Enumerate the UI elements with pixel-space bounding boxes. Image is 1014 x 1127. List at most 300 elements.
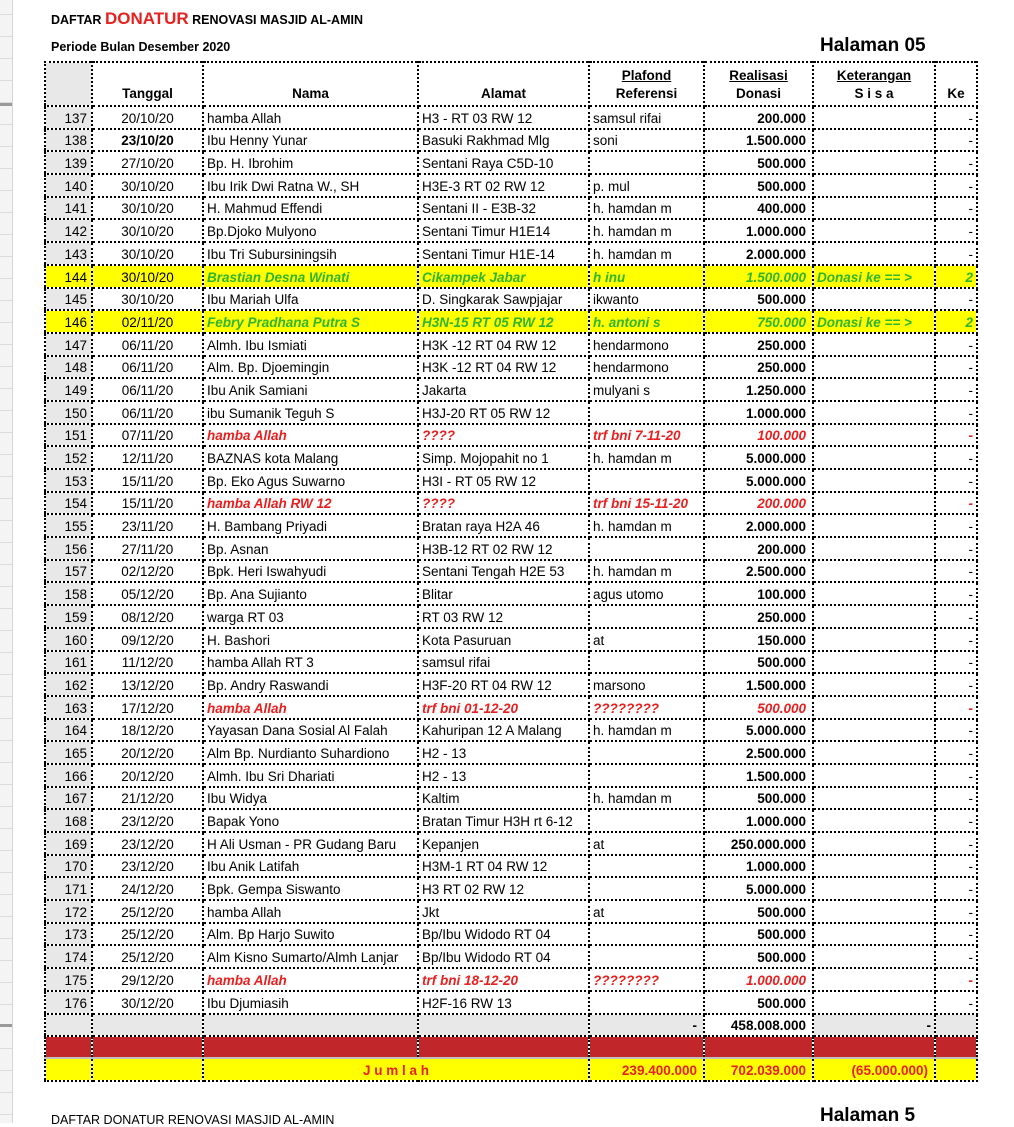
row-keterangan	[813, 560, 935, 583]
row-number: 144	[45, 265, 92, 288]
gutter-line	[0, 58, 12, 59]
row-nama: Brastian Desna Winati	[203, 265, 418, 288]
row-number: 145	[45, 288, 92, 311]
row-referensi: at	[589, 832, 704, 855]
row-donasi: 200.000	[704, 492, 813, 515]
row-nama: hamba Allah	[203, 424, 418, 447]
row-alamat: Cikampek Jabar	[418, 265, 589, 288]
table-header-row	[45, 62, 977, 106]
row-referensi	[589, 537, 704, 560]
row-alamat: H3K -12 RT 04 RW 12	[418, 333, 589, 356]
row-number: 157	[45, 560, 92, 583]
row-ke: -	[935, 719, 977, 742]
row-number: 156	[45, 537, 92, 560]
row-tanggal: 07/11/20	[92, 424, 203, 447]
table-row	[45, 401, 977, 424]
gutter-marker	[0, 103, 12, 106]
row-tanggal: 06/11/20	[92, 356, 203, 379]
row-gutter	[0, 0, 13, 1123]
row-donasi: 2.500.000	[704, 560, 813, 583]
row-ke: -	[935, 537, 977, 560]
row-number: 172	[45, 900, 92, 923]
row-keterangan	[813, 106, 935, 129]
row-number: 160	[45, 628, 92, 651]
row-keterangan	[813, 809, 935, 832]
row-referensi: hendarmono	[589, 356, 704, 379]
row-nama: H. Bambang Priyadi	[203, 514, 418, 537]
gutter-line	[0, 718, 12, 719]
row-number: 146	[45, 310, 92, 333]
row-referensi: h. hamdan m	[589, 719, 704, 742]
row-alamat: Blitar	[418, 582, 589, 605]
row-nama: Bp. Ana Sujianto	[203, 582, 418, 605]
row-ke: -	[935, 401, 977, 424]
row-alamat: Sentani Tengah H2E 53	[418, 560, 589, 583]
row-donasi: 1.000.000	[704, 968, 813, 991]
row-ke: -	[935, 741, 977, 764]
row-ke: -	[935, 469, 977, 492]
row-alamat: H3E-3 RT 02 RW 12	[418, 174, 589, 197]
row-ke: -	[935, 514, 977, 537]
row-tanggal: 25/12/20	[92, 900, 203, 923]
row-keterangan	[813, 605, 935, 628]
gutter-line	[0, 982, 12, 983]
row-number: 165	[45, 741, 92, 764]
gutter-line	[0, 960, 12, 961]
row-nama: hamba Allah RW 12	[203, 492, 418, 515]
table-row	[45, 764, 977, 787]
row-referensi: samsul rifai	[589, 106, 704, 129]
row-ke: -	[935, 242, 977, 265]
row-donasi: 150.000	[704, 628, 813, 651]
row-nama: H. Mahmud Effendi	[203, 197, 418, 220]
gutter-line	[0, 278, 12, 279]
row-ke: -	[935, 378, 977, 401]
col-tanggal-header: Tanggal	[92, 62, 203, 106]
row-keterangan	[813, 877, 935, 900]
row-keterangan	[813, 673, 935, 696]
row-tanggal: 20/12/20	[92, 764, 203, 787]
row-ke: -	[935, 129, 977, 152]
row-keterangan	[813, 945, 935, 968]
row-referensi	[589, 605, 704, 628]
row-nama: Bp.Djoko Mulyono	[203, 219, 418, 242]
row-tanggal: 30/10/20	[92, 219, 203, 242]
row-number: 148	[45, 356, 92, 379]
row-donasi: 500.000	[704, 945, 813, 968]
row-alamat: H2 - 13	[418, 741, 589, 764]
row-number: 163	[45, 696, 92, 719]
period-label: Periode Bulan Desember 2020	[51, 40, 231, 54]
row-referensi	[589, 401, 704, 424]
row-keterangan	[813, 151, 935, 174]
row-tanggal: 20/12/20	[92, 741, 203, 764]
row-ke: -	[935, 809, 977, 832]
gutter-line	[0, 938, 12, 939]
row-nama: Bp. H. Ibrohim	[203, 151, 418, 174]
row-nama: Ibu Irik Dwi Ratna W., SH	[203, 174, 418, 197]
table-row	[45, 378, 977, 401]
row-tanggal: 11/12/20	[92, 651, 203, 674]
row-alamat: H3K -12 RT 04 RW 12	[418, 356, 589, 379]
row-referensi: hendarmono	[589, 333, 704, 356]
gutter-marker	[0, 1024, 12, 1027]
row-nama: Bpk. Gempa Siswanto	[203, 877, 418, 900]
row-number: 164	[45, 719, 92, 742]
row-alamat: D. Singkarak Sawpjajar	[418, 288, 589, 311]
row-alamat: ????	[418, 492, 589, 515]
row-nama: hamba Allah	[203, 900, 418, 923]
row-donasi: 1.000.000	[704, 401, 813, 424]
row-referensi	[589, 923, 704, 946]
row-nama: ibu Sumanik Teguh S	[203, 401, 418, 424]
row-referensi: h. antoni s	[589, 310, 704, 333]
row-keterangan	[813, 514, 935, 537]
row-donasi: 2.000.000	[704, 242, 813, 265]
row-ke: -	[935, 424, 977, 447]
table-row	[45, 288, 977, 311]
table-row	[45, 106, 977, 129]
total-ref: 239.400.000	[589, 1058, 704, 1081]
row-alamat: Simp. Mojopahit no 1	[418, 446, 589, 469]
row-tanggal: 21/12/20	[92, 787, 203, 810]
gutter-line	[0, 388, 12, 389]
row-keterangan	[813, 378, 935, 401]
row-keterangan	[813, 900, 935, 923]
row-alamat: Sentani Raya C5D-10	[418, 151, 589, 174]
table-row	[45, 537, 977, 560]
row-keterangan	[813, 424, 935, 447]
row-referensi: marsono	[589, 673, 704, 696]
row-donasi: 500.000	[704, 651, 813, 674]
gutter-line	[0, 234, 12, 235]
gutter-line	[0, 850, 12, 851]
row-alamat: trf bni 01-12-20	[418, 696, 589, 719]
row-number: 138	[45, 129, 92, 152]
row-donasi: 250.000.000	[704, 832, 813, 855]
row-donasi: 500.000	[704, 991, 813, 1014]
row-tanggal: 20/10/20	[92, 106, 203, 129]
gutter-line	[0, 168, 12, 169]
row-keterangan	[813, 288, 935, 311]
gutter-line	[0, 476, 12, 477]
row-tanggal: 06/11/20	[92, 378, 203, 401]
col-alamat-header: Alamat	[418, 62, 589, 106]
row-nama: BAZNAS kota Malang	[203, 446, 418, 469]
row-number: 150	[45, 401, 92, 424]
row-ke: -	[935, 288, 977, 311]
row-tanggal: 30/10/20	[92, 265, 203, 288]
row-keterangan: Donasi ke == >	[813, 265, 935, 288]
row-ke: -	[935, 900, 977, 923]
row-keterangan	[813, 219, 935, 242]
row-nama: Alm Bp. Nurdianto Suhardiono	[203, 741, 418, 764]
next-page-number: Halaman 5	[820, 1105, 916, 1126]
row-referensi: h. hamdan m	[589, 446, 704, 469]
row-alamat: Sentani Timur H1E14	[418, 219, 589, 242]
gutter-line	[0, 762, 12, 763]
total-separator	[45, 1036, 977, 1059]
row-tanggal: 30/10/20	[92, 197, 203, 220]
gutter-line	[0, 696, 12, 697]
row-donasi: 250.000	[704, 333, 813, 356]
row-nama: Ibu Anik Samiani	[203, 378, 418, 401]
row-tanggal: 30/12/20	[92, 991, 203, 1014]
row-keterangan	[813, 719, 935, 742]
table-row	[45, 492, 977, 515]
row-nama: Bpk. Heri Iswahyudi	[203, 560, 418, 583]
table-row	[45, 809, 977, 832]
row-ke: -	[935, 877, 977, 900]
gutter-line	[0, 520, 12, 521]
row-keterangan	[813, 832, 935, 855]
row-donasi: 400.000	[704, 197, 813, 220]
table-row	[45, 877, 977, 900]
row-ke: -	[935, 174, 977, 197]
table-row	[45, 741, 977, 764]
row-ke: -	[935, 628, 977, 651]
row-nama: Ibu Mariah Ulfa	[203, 288, 418, 311]
gutter-line	[0, 190, 12, 191]
row-ke: -	[935, 219, 977, 242]
row-keterangan	[813, 696, 935, 719]
col-no-header	[45, 62, 92, 106]
row-nama: Febry Pradhana Putra S	[203, 310, 418, 333]
row-tanggal: 24/12/20	[92, 877, 203, 900]
row-alamat: H3B-12 RT 02 RW 12	[418, 537, 589, 560]
row-donasi: 1.000.000	[704, 809, 813, 832]
row-ke: -	[935, 151, 977, 174]
gutter-line	[0, 740, 12, 741]
gutter-line	[0, 564, 12, 565]
table-row	[45, 174, 977, 197]
row-donasi: 2.500.000	[704, 741, 813, 764]
row-keterangan	[813, 991, 935, 1014]
gutter-line	[0, 146, 12, 147]
row-keterangan	[813, 537, 935, 560]
col-plafond-header: Plafond Referensi	[589, 62, 704, 106]
row-ke: -	[935, 492, 977, 515]
table-row	[45, 197, 977, 220]
row-alamat: Bp/Ibu Widodo RT 04	[418, 945, 589, 968]
row-number: 147	[45, 333, 92, 356]
row-number: 162	[45, 673, 92, 696]
table-row	[45, 469, 977, 492]
row-tanggal: 30/10/20	[92, 242, 203, 265]
table-row	[45, 333, 977, 356]
row-donasi: 250.000	[704, 605, 813, 628]
row-nama: Bp. Andry Raswandi	[203, 673, 418, 696]
row-donasi: 500.000	[704, 900, 813, 923]
table-row	[45, 446, 977, 469]
row-keterangan	[813, 741, 935, 764]
row-referensi	[589, 469, 704, 492]
table-row	[45, 991, 977, 1014]
gutter-line	[0, 1092, 12, 1093]
table-row	[45, 923, 977, 946]
row-keterangan	[813, 174, 935, 197]
row-donasi: 5.000.000	[704, 446, 813, 469]
gutter-line	[0, 630, 12, 631]
row-referensi: trf bni 15-11-20	[589, 492, 704, 515]
row-keterangan	[813, 242, 935, 265]
row-keterangan	[813, 628, 935, 651]
row-number: 151	[45, 424, 92, 447]
gutter-line	[0, 784, 12, 785]
row-nama: warga RT 03	[203, 605, 418, 628]
gutter-line	[0, 1114, 12, 1115]
row-referensi	[589, 877, 704, 900]
table-row	[45, 968, 977, 991]
gutter-line	[0, 14, 12, 15]
row-ke: -	[935, 197, 977, 220]
row-donasi: 1.500.000	[704, 673, 813, 696]
row-alamat: H2 - 13	[418, 764, 589, 787]
row-alamat: H3 - RT 03 RW 12	[418, 106, 589, 129]
table-row	[45, 945, 977, 968]
gutter-line	[0, 872, 12, 873]
row-tanggal: 09/12/20	[92, 628, 203, 651]
subtotal-donasi: 458.008.000	[704, 1014, 813, 1036]
row-keterangan	[813, 787, 935, 810]
row-nama: Bp. Asnan	[203, 537, 418, 560]
row-referensi: h. hamdan m	[589, 242, 704, 265]
gutter-line	[0, 322, 12, 323]
row-ke: -	[935, 106, 977, 129]
row-referensi	[589, 809, 704, 832]
row-donasi: 1.500.000	[704, 265, 813, 288]
row-nama: H Ali Usman - PR Gudang Baru	[203, 832, 418, 855]
row-tanggal: 23/12/20	[92, 832, 203, 855]
table-row	[45, 129, 977, 152]
row-donasi: 500.000	[704, 696, 813, 719]
subtotal-ref: -	[589, 1014, 704, 1036]
row-donasi: 1.500.000	[704, 764, 813, 787]
row-donasi: 1.250.000	[704, 378, 813, 401]
document-title: DAFTAR DONATUR RENOVASI MASJID AL-AMIN	[51, 9, 363, 28]
row-number: 159	[45, 605, 92, 628]
row-number: 142	[45, 219, 92, 242]
gutter-line	[0, 454, 12, 455]
row-donasi: 100.000	[704, 582, 813, 605]
row-alamat: H3M-1 RT 04 RW 12	[418, 855, 589, 878]
row-donasi: 500.000	[704, 923, 813, 946]
row-tanggal: 12/11/20	[92, 446, 203, 469]
table-row	[45, 855, 977, 878]
row-referensi	[589, 855, 704, 878]
row-ke: -	[935, 673, 977, 696]
row-referensi	[589, 764, 704, 787]
row-referensi: h. hamdan m	[589, 219, 704, 242]
row-ke: -	[935, 787, 977, 810]
row-tanggal: 23/10/20	[92, 129, 203, 152]
gutter-line	[0, 586, 12, 587]
row-tanggal: 02/11/20	[92, 310, 203, 333]
table-row	[45, 651, 977, 674]
row-tanggal: 08/12/20	[92, 605, 203, 628]
row-keterangan	[813, 446, 935, 469]
row-number: 149	[45, 378, 92, 401]
subtotal-ket: -	[813, 1014, 935, 1036]
row-number: 154	[45, 492, 92, 515]
row-tanggal: 30/10/20	[92, 288, 203, 311]
row-nama: Almh. Ibu Ismiati	[203, 333, 418, 356]
total-row	[45, 1058, 977, 1081]
row-referensi: h inu	[589, 265, 704, 288]
row-alamat: Bratan raya H2A 46	[418, 514, 589, 537]
row-tanggal: 23/12/20	[92, 809, 203, 832]
gutter-line	[0, 608, 12, 609]
row-keterangan	[813, 333, 935, 356]
row-referensi: h. hamdan m	[589, 787, 704, 810]
row-number: 170	[45, 855, 92, 878]
row-referensi	[589, 151, 704, 174]
col-nama-header: Nama	[203, 62, 418, 106]
row-tanggal: 27/11/20	[92, 537, 203, 560]
row-referensi	[589, 651, 704, 674]
row-tanggal: 23/12/20	[92, 855, 203, 878]
row-donasi: 5.000.000	[704, 719, 813, 742]
row-ke: -	[935, 832, 977, 855]
page-number: Halaman 05	[820, 35, 926, 56]
row-nama: H. Bashori	[203, 628, 418, 651]
table-row	[45, 424, 977, 447]
row-ke: -	[935, 651, 977, 674]
row-tanggal: 13/12/20	[92, 673, 203, 696]
table-row	[45, 582, 977, 605]
row-alamat: ????	[418, 424, 589, 447]
row-alamat: H3I - RT 05 RW 12	[418, 469, 589, 492]
subtotal-row	[45, 1014, 977, 1036]
row-nama: Bp. Eko Agus Suwarno	[203, 469, 418, 492]
row-keterangan	[813, 855, 935, 878]
gutter-line	[0, 1048, 12, 1049]
row-donasi: 500.000	[704, 174, 813, 197]
row-nama: hamba Allah	[203, 106, 418, 129]
row-referensi: trf bni 7-11-20	[589, 424, 704, 447]
row-number: 173	[45, 923, 92, 946]
row-nama: hamba Allah RT 3	[203, 651, 418, 674]
row-keterangan	[813, 469, 935, 492]
row-number: 168	[45, 809, 92, 832]
row-referensi: at	[589, 900, 704, 923]
row-number: 137	[45, 106, 92, 129]
row-referensi: h. hamdan m	[589, 514, 704, 537]
gutter-line	[0, 344, 12, 345]
gutter-line	[0, 652, 12, 653]
gutter-line	[0, 124, 12, 125]
row-number: 139	[45, 151, 92, 174]
row-tanggal: 25/12/20	[92, 923, 203, 946]
gutter-line	[0, 1070, 12, 1071]
col-realisasi-header: Realisasi Donasi	[704, 62, 813, 106]
row-referensi: p. mul	[589, 174, 704, 197]
row-ke: -	[935, 446, 977, 469]
row-number: 174	[45, 945, 92, 968]
row-ke: -	[935, 968, 977, 991]
row-alamat: H3 RT 02 RW 12	[418, 877, 589, 900]
row-tanggal: 23/11/20	[92, 514, 203, 537]
row-ke: -	[935, 764, 977, 787]
row-ke: 2	[935, 310, 977, 333]
row-tanggal: 30/10/20	[92, 174, 203, 197]
row-donasi: 250.000	[704, 356, 813, 379]
row-number: 166	[45, 764, 92, 787]
row-ke: -	[935, 333, 977, 356]
row-donasi: 200.000	[704, 106, 813, 129]
row-keterangan	[813, 651, 935, 674]
row-referensi: ikwanto	[589, 288, 704, 311]
